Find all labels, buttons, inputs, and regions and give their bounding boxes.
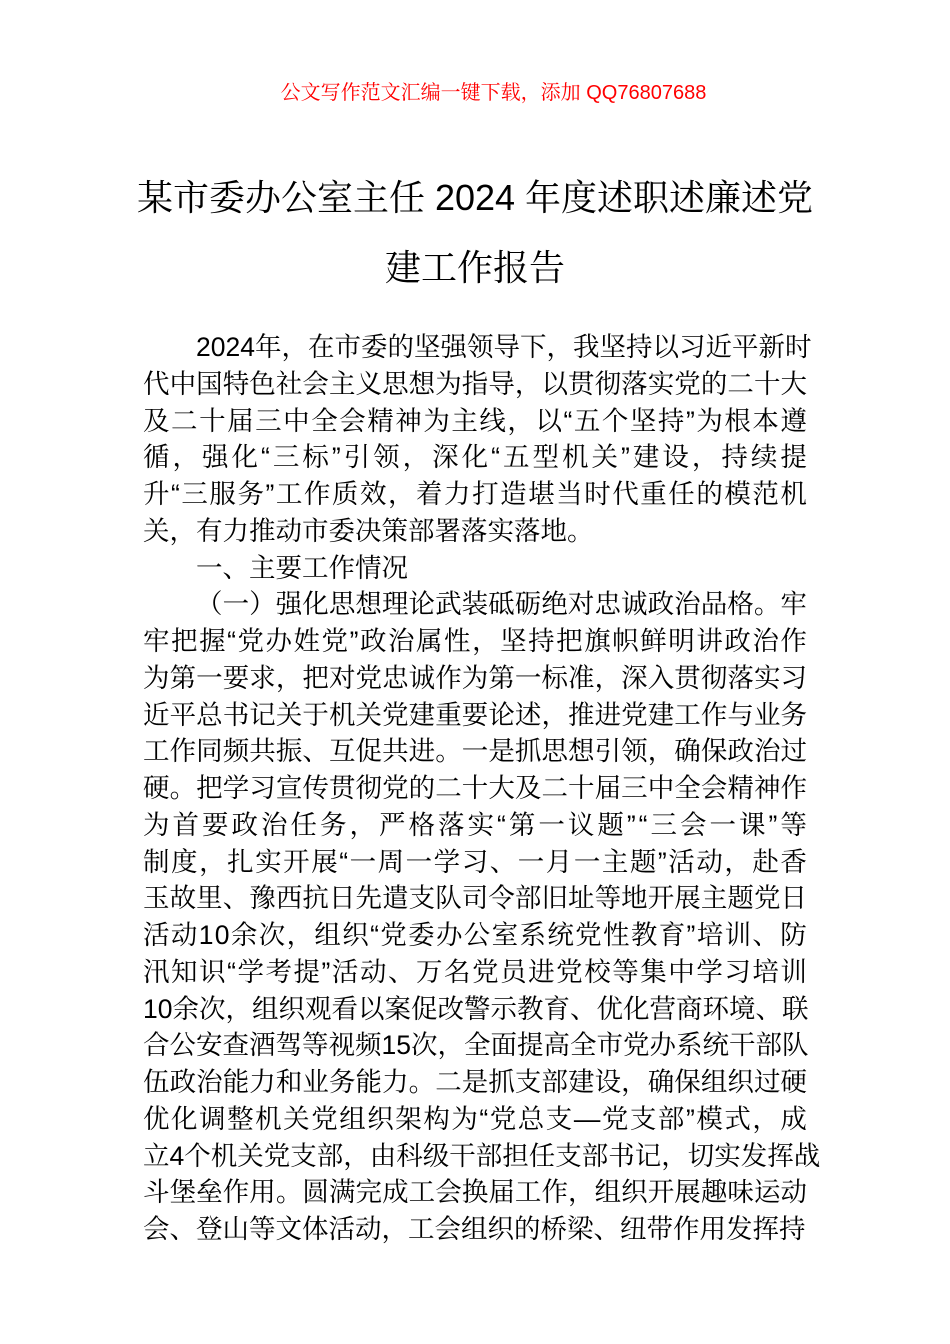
- document-body: [143, 329, 821, 1248]
- body-text-line: 近 平 总 书 记 关 于 机 关 党 建 重 要 论 述 ， 推 进 党 建 工 作 与 业 务: [143, 699, 807, 730]
- body-text-line: 牢 把 握 “ 党 办 姓 党 ” 政 治 属 性 ， 坚 持 把 旗 帜 鲜 明 讲 政 治 作: [143, 626, 807, 656]
- body-text-line: 为 第 一 要 求 ， 把 对 党 忠 诚 作 为 第 一 标 准 ， 深 入 贯 彻 落 实 习: [143, 662, 807, 693]
- body-text-line: 会、登山等文体活动，工会组织的桥梁、纽带作用发挥持: [143, 1214, 806, 1244]
- body-text-line: （ 一 ） 强 化 思 想 理 论 武 装 砥 砺 绝 对 忠 诚 政 治 品 格 。 牢: [196, 589, 807, 620]
- body-text-line: 活 动 1 0 余 次 ， 组 织 “ 党 委 办 公 室 系 统 党 性 教 育 ” 培 训 、 防: [143, 920, 807, 950]
- document-title: [0, 163, 950, 303]
- body-text-line: 合 公 安 查 酒 驾 等 视 频 1 5 次 ， 全 面 提 高 全 市 党 办 系 统 干 部 队: [143, 1030, 809, 1061]
- body-text-line: 硬 。 把 学 习 宣 传 贯 彻 党 的 二 十 大 及 二 十 届 三 中 全 会 精 神 作: [143, 773, 807, 803]
- document-title-line-2: 建工作报告: [384, 247, 565, 288]
- document-title-line-1: 某市委办公室主任 2024 年度述职述廉述党: [136, 177, 814, 218]
- body-text-line: 汛 知 识 “ 学 考 提 ” 活 动 、 万 名 党 员 进 党 校 等 集 中 学 习 培 训: [143, 956, 807, 987]
- body-text-line: 2 0 2 4 年 ， 在 市 委 的 坚 强 领 导 下 ， 我 坚 持 以 习 近 平 新 时: [196, 332, 812, 362]
- body-text-line: 伍 政 治 能 力 和 业 务 能 力 。 二 是 抓 支 部 建 设 ， 确 保 组 织 过 硬: [143, 1067, 807, 1097]
- body-text-line: 1 0 余 次 ， 组 织 观 看 以 案 促 改 警 示 教 育 、 优 化 营 商 环 境 、 联: [143, 993, 809, 1024]
- body-text-line: 及 二 十 届 三 中 全 会 精 神 为 主 线 ， 以 “ 五 个 坚 持 ” 为 根 本 遵: [143, 405, 807, 436]
- body-text-line: 关，有力推动市委决策部署落实落地。: [143, 515, 594, 546]
- body-text-line: 优 化 调 整 机 关 党 组 织 架 构 为 “ 党 总 支 — 党 支 部 ” 模 式 ， 成: [143, 1103, 807, 1134]
- body-text-line: 为 首 要 政 治 任 务 ， 严 格 落 实 “ 第 一 议 题 ” “ 三 会 一 课 ” 等: [143, 809, 807, 840]
- body-text-line: 斗 堡 垒 作 用 。 圆 满 完 成 工 会 换 届 工 作 ， 组 织 开 展 趣 味 运 动: [143, 1177, 807, 1208]
- body-text-line: 工 作 同 频 共 振 、 互 促 共 进 。 一 是 抓 思 想 引 领 ， 确 保 政 治 过: [143, 736, 807, 767]
- body-text-line: 玉 故 里 、 豫 西 抗 日 先 遣 支 队 司 令 部 旧 址 等 地 开 展 主 题 党 日: [143, 883, 807, 914]
- section-heading: 一、主要工作情况: [196, 552, 408, 583]
- body-text-line: 升 “ 三 服 务 ” 工 作 质 效 ， 着 力 打 造 堪 当 时 代 重 任 的 模 范 机: [143, 479, 807, 509]
- body-text-line: 代 中 国 特 色 社 会 主 义 思 想 为 指 导 ， 以 贯 彻 落 实 党 的 二 十 大: [143, 368, 807, 399]
- body-text-line: 制 度 ， 扎 实 开 展 “ 一 周 一 学 习 、 一 月 一 主 题 ” 活 动 ， 赴 香: [143, 846, 807, 877]
- promo-notice: 公文写作范文汇编一键下载，添加 QQ76807688: [280, 82, 707, 104]
- body-text-line: 立 4 个 机 关 党 支 部 ， 由 科 级 干 部 担 任 支 部 书 记 ， 切 实 发 挥 战: [143, 1140, 821, 1171]
- body-text-line: 循 ， 强 化 “ 三 标 ” 引 领 ， 深 化 “ 五 型 机 关 ” 建 设 ， 持 续 提: [143, 442, 807, 473]
